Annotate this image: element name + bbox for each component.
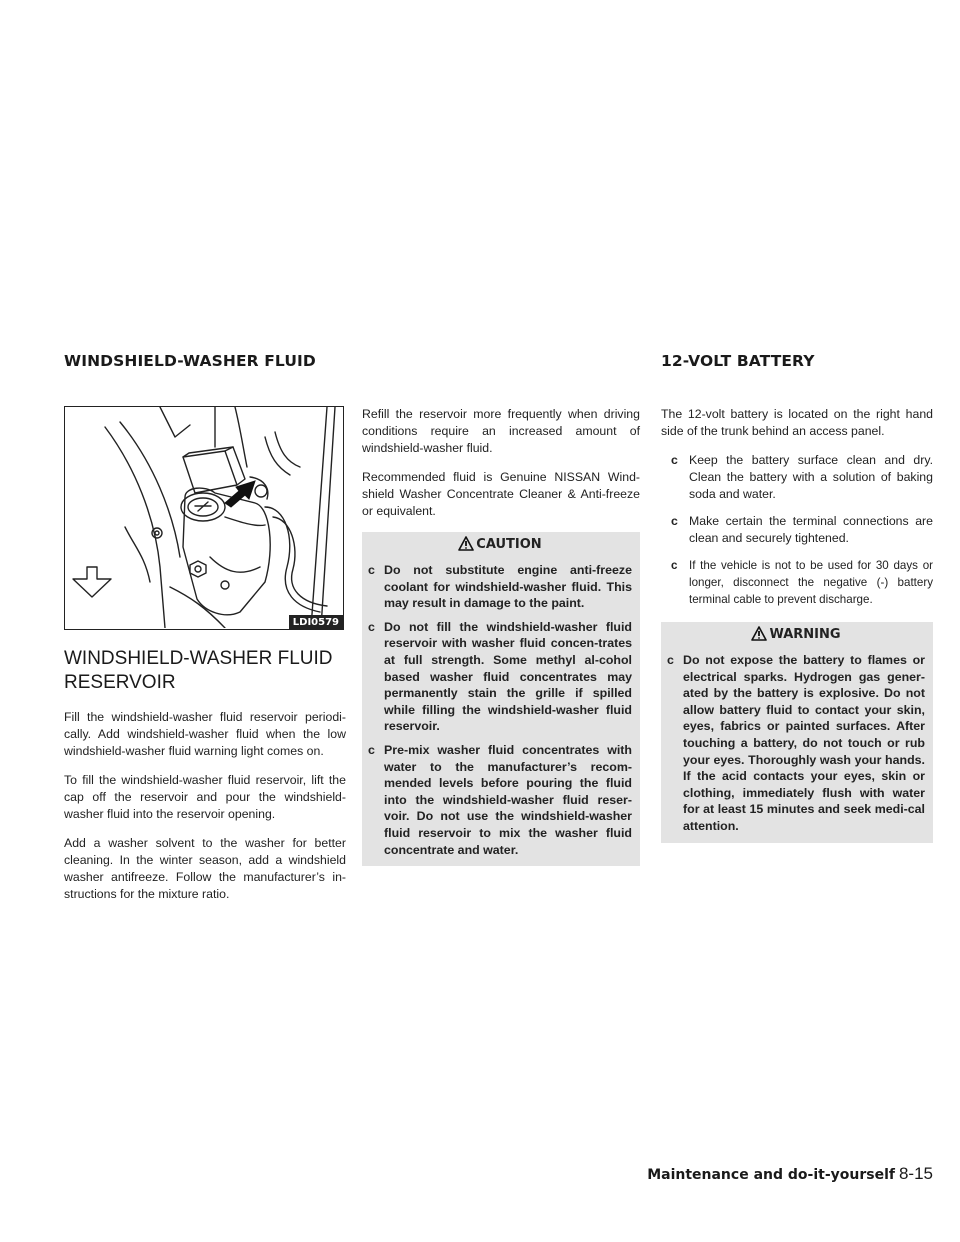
warning-box	[661, 622, 933, 843]
figure-id-label: LDI0579	[289, 615, 343, 629]
caution-box	[362, 532, 640, 866]
paragraph: Fill the windshield-washer fluid reservoir periodi-cally. Add windshield-washer fluid when the low windshield-washer fluid warning light comes on.	[64, 710, 346, 758]
paragraph: Refill the reservoir more frequently when driving conditions require an increased amount of windshield-washer fluid.	[362, 407, 640, 455]
page-number: 8-15	[898, 1164, 933, 1183]
caution-title: CAUTION	[368, 536, 632, 554]
caution-item: c Do not fill the windshield-washer fluid reservoir with washer fluid concen-trates at full strength. Some methyl al-cohol based washer fluid concentrates may permanently stain the grille if spilled while filling the windshield-washer fluid reservoir.	[368, 619, 632, 734]
footer-chapter-title: Maintenance and do-it-yourself	[647, 1167, 895, 1183]
paragraph: To fill the windshield-washer fluid reservoir, lift the cap off the reservoir and pour the windshield-washer fluid into the reservoir opening.	[64, 773, 346, 821]
warning-item: c Do not expose the battery to flames or electrical sparks. Hydrogen gas gener-ated by the battery is explosive. Do not allow battery fluid to contact your skin, eyes, fabrics or painted surfaces. After touching a battery, do not touch or rub your eyes. Thoroughly wash your hands. If the acid contacts your eyes, skin or clothing, immediately flush with water for at least 15 minutes and seek medi-cal attention.	[667, 653, 925, 833]
column-1	[64, 647, 346, 915]
section-header-12-volt-battery: 12-VOLT BATTERY	[661, 352, 815, 370]
washer-reservoir-drawing	[65, 407, 342, 628]
list-item: c Make certain the terminal connections are clean and securely tightened.	[671, 514, 933, 545]
page-footer	[647, 1164, 933, 1184]
list-item: c Keep the battery surface clean and dry. Clean the battery with a solution of baking soda and water.	[671, 453, 933, 501]
list-item: c If the vehicle is not to be used for 30 days or longer, disconnect the negative (-) battery terminal cable to prevent discharge.	[671, 559, 933, 606]
paragraph: Recommended fluid is Genuine NISSAN Wind-shield Washer Concentrate Cleaner & Anti-freeze or equivalent.	[362, 470, 640, 518]
paragraph: The 12-volt battery is located on the right hand side of the trunk behind an access panel.	[661, 407, 933, 438]
battery-care-list	[661, 452, 933, 608]
warning-triangle-icon	[751, 626, 767, 641]
warning-triangle-icon	[458, 536, 474, 551]
column-2	[362, 406, 640, 866]
caution-item: c Do not substitute engine anti-freeze coolant for windshield-washer fluid. This may result in damage to the paint.	[368, 563, 632, 611]
section-header-windshield-washer-fluid: WINDSHIELD-WASHER FLUID	[64, 352, 316, 370]
warning-title: WARNING	[667, 626, 925, 644]
column-3	[661, 406, 933, 843]
subheading-washer-reservoir: WINDSHIELD-WASHER FLUID RESERVOIR	[64, 648, 333, 693]
paragraph: Add a washer solvent to the washer for better cleaning. In the winter season, add a windshield washer antifreeze. Follow the manufacturer’s in-structions for the mixture ratio.	[64, 836, 346, 901]
caution-item: c Pre-mix washer fluid concentrates with water to the manufacturer’s recom-mended levels before pouring the fluid into the windshield-washer fluid reser-voir. Do not use the windshield-washer fluid reservoir to mix the washer fluid concentrate and water.	[368, 742, 632, 857]
engine-bay-illustration	[64, 406, 344, 630]
